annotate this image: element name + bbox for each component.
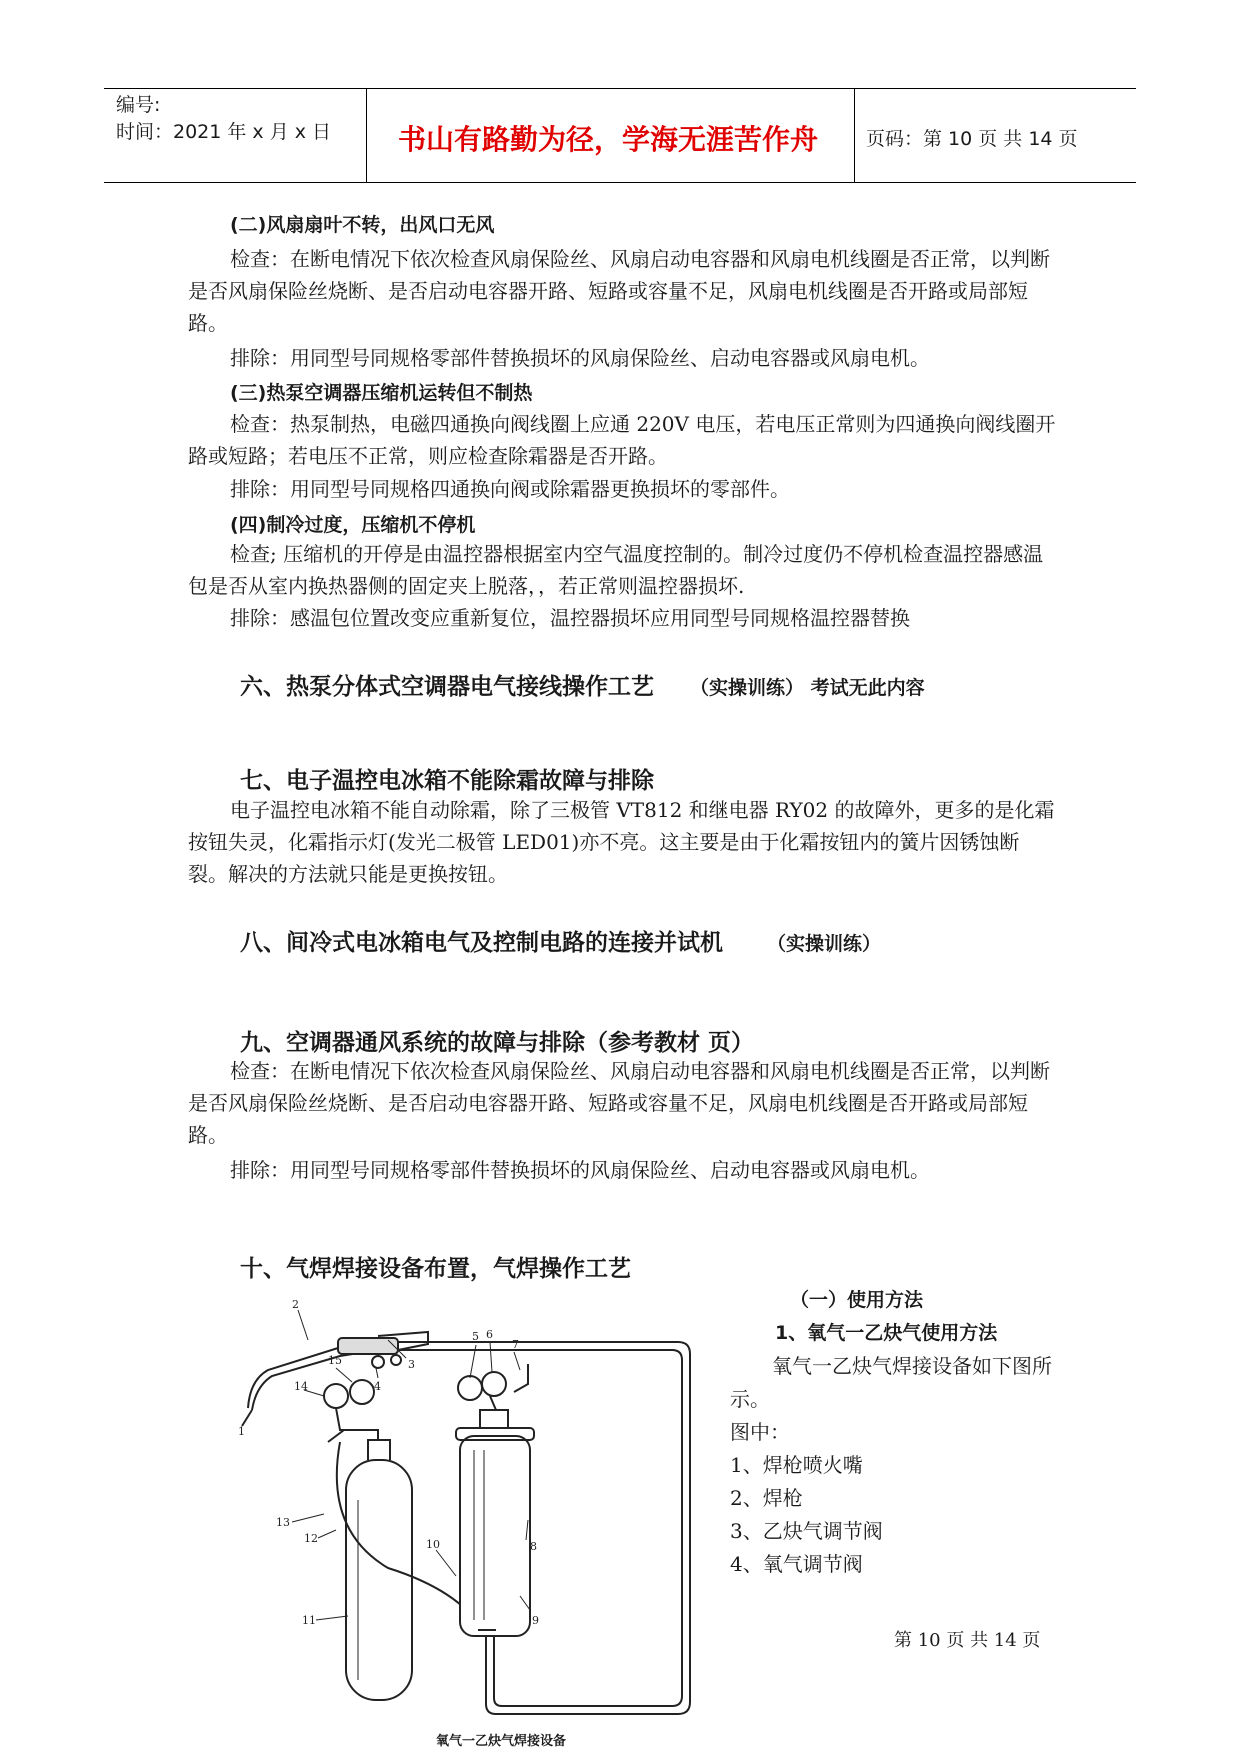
label-6: 6 [486,1328,493,1341]
header-divider [854,88,855,183]
heading-note: （实操训练） 考试无此内容 [690,677,925,699]
label-2: 2 [292,1300,299,1311]
label-10: 10 [426,1538,440,1551]
welding-equipment-diagram [228,1300,708,1730]
figure-caption: 氧气一乙炔气焊接设备 [436,1734,567,1749]
label-9: 9 [532,1614,539,1627]
gauge-icon [324,1384,348,1408]
paragraph-fix: 排除：用同型号同规格零部件替换损坏的风扇保险丝、启动电容器或风扇电机。 [230,346,930,370]
label-14: 14 [294,1380,308,1393]
label-5: 5 [472,1330,479,1343]
paragraph: 电子温控电冰箱不能自动除霜，除了三极管 VT812 和继电器 RY02 的故障外，更多的是化霜按钮失灵，化霜指示灯(发光二极管 LED01)亦不亮。这主要是由于化霜按钮内的簧片因锈蚀断裂。解决的方法就只能是更换按钮。 [188,798,1055,886]
page-footer: 第 10 页 共 14 页 [894,1630,1041,1651]
heading-text: 六、热泵分体式空调器电气接线操作工艺 [240,674,654,700]
paragraph-fix: 排除：感温包位置改变应重新复位，温控器损坏应用同型号同规格温控器替换 [230,606,910,630]
subsection-title: (二)风扇扇叶不转，出风口无风 [230,214,495,236]
paragraph-check: 检查：在断电情况下依次检查风扇保险丝、风扇启动电容器和风扇电机线圈是否正常，以判断是否风扇保险丝烧断、是否启动电容器开路、短路或容量不足，风扇电机线圈是否开路或局部短路。 [188,247,1050,335]
right-column [730,1284,1060,1581]
label-15: 15 [328,1354,342,1367]
label-8: 8 [530,1540,537,1553]
paragraph-check: 检查：热泵制热，电磁四通换向阀线圈上应通 220V 电压，若电压正常则为四通换向阀线圈开路或短路；若电压不正常，则应检查除霜器是否开路。 [188,412,1056,468]
heading-text: 八、间冷式电冰箱电气及控制电路的连接并试机 [240,930,723,956]
paragraph-fix: 排除：用同型号同规格四通换向阀或除霜器更换损坏的零部件。 [230,477,790,501]
section-heading [240,924,881,957]
method-subtitle: 1、氧气一乙炔气使用方法 [775,1322,998,1344]
label-4: 4 [374,1380,381,1393]
gauge-icon [350,1380,374,1404]
acetylene-cylinder [460,1436,530,1636]
header-page-info: 页码：第 10 页 共 14 页 [866,128,1078,150]
gauge-icon [482,1372,506,1396]
heading-note: （实操训练） [767,933,882,955]
section-heading: 十、气焊焊接设备布置，气焊操作工艺 [240,1256,631,1282]
header-motto: 书山有路勤为径，学海无涯苦作舟 [397,123,818,156]
header-divider [366,88,367,183]
section-heading [240,668,925,701]
gauge-icon [458,1376,482,1400]
label-7: 7 [512,1338,519,1351]
paragraph-fix: 排除：用同型号同规格零部件替换损坏的风扇保险丝、启动电容器或风扇电机。 [230,1158,930,1182]
legend-item: 3、乙炔气调节阀 [730,1519,883,1543]
paragraph-check: 检查：在断电情况下依次检查风扇保险丝、风扇启动电容器和风扇电机线圈是否正常，以判断是否风扇保险丝烧断、是否启动电容器开路、短路或容量不足，风扇电机线圈是否开路或局部短路。 [188,1059,1050,1147]
label-13: 13 [276,1516,290,1529]
number-label: 编号: [116,94,161,116]
label-12: 12 [304,1532,318,1545]
paragraph-check: 检查; 压缩机的开停是由温控器根据室内空气温度控制的。制冷过度仍不停机检查温控器感温包是否从室内换热器侧的固定夹上脱落，，若正常则温控器损坏. [188,542,1044,598]
legend-label: 图中： [730,1420,790,1444]
legend-item: 1、焊枪喷火嘴 [730,1453,863,1477]
subsection-title: (四)制冷过度，压缩机不停机 [230,514,476,536]
legend-item: 4、氧气调节阀 [730,1552,863,1576]
header-top-rule [104,88,1136,89]
header-bottom-rule [104,182,1136,183]
hose-outer [398,1342,690,1714]
label-11: 11 [302,1614,316,1627]
subsection-title: (三)热泵空调器压缩机运转但不制热 [230,382,533,404]
legend-item: 2、焊枪 [730,1486,803,1510]
time-label: 时间：2021 年 x 月 x 日 [116,121,332,143]
method-title: （一）使用方法 [790,1289,924,1311]
header-left [116,92,331,146]
oxygen-cylinder [346,1460,412,1700]
label-3: 3 [408,1358,415,1371]
hose-inner [398,1350,682,1706]
label-1: 1 [238,1425,245,1438]
section-heading: 七、电子温控电冰箱不能除霜故障与排除 [240,768,654,794]
figure-intro: 氧气一乙炔气焊接设备如下图所示。 [730,1354,1052,1411]
section-heading: 九、空调器通风系统的故障与排除（参考教材 页） [240,1030,755,1056]
